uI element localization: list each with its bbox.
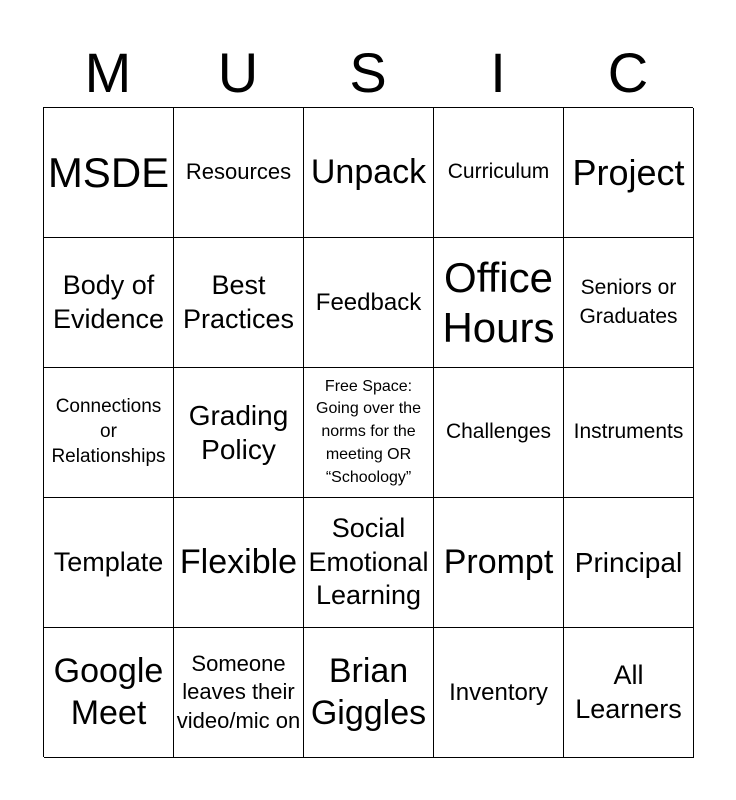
bingo-cell	[434, 368, 564, 498]
cell-text: Google Meet	[53, 652, 164, 732]
cell-text: Office Hours	[442, 253, 555, 351]
bingo-cell	[174, 628, 304, 758]
header-letter-i: I	[490, 41, 506, 104]
cell-text: Seniors or Graduates	[579, 276, 678, 328]
bingo-board	[43, 107, 693, 757]
bingo-cell	[434, 108, 564, 238]
cell-text: MSDE	[47, 148, 170, 196]
cell-text: Someone leaves their video/mic on	[176, 651, 301, 733]
bingo-cell	[174, 238, 304, 368]
cell-text: Challenges	[445, 420, 552, 444]
free-space-text: Free Space: Going over the norms for the meeting OR “Schoology”	[316, 377, 421, 486]
cell-text: All Learners	[575, 659, 682, 724]
cell-text: Feedback	[315, 288, 422, 316]
bingo-cell	[564, 108, 694, 238]
header-letter-s: S	[349, 41, 387, 104]
bingo-cell	[44, 238, 174, 368]
bingo-cell	[174, 498, 304, 628]
bingo-cell	[44, 628, 174, 758]
bingo-cell	[304, 628, 434, 758]
cell-text: Template	[53, 546, 164, 577]
bingo-cell	[434, 238, 564, 368]
bingo-cell	[44, 368, 174, 498]
bingo-cell	[564, 368, 694, 498]
bingo-cell	[434, 498, 564, 628]
header-letter-c: C	[607, 41, 649, 104]
header-letter-m: M	[84, 41, 132, 104]
free-space-cell	[304, 368, 434, 498]
cell-text: Body of Evidence	[52, 269, 165, 334]
cell-text: Prompt	[443, 542, 554, 581]
cell-text: Instruments	[573, 420, 684, 444]
bingo-cell	[434, 628, 564, 758]
bingo-cell	[564, 498, 694, 628]
bingo-cell	[44, 108, 174, 238]
cell-text: Social Emotional Learning	[308, 512, 429, 611]
bingo-cell	[564, 628, 694, 758]
header-letter-u: U	[217, 41, 259, 104]
cell-text: Best Practices	[182, 269, 295, 334]
cell-text: Project	[572, 151, 685, 193]
cell-text: Flexible	[179, 542, 298, 581]
cell-text: Grading Policy	[188, 399, 289, 465]
cell-text: Connections or Relationships	[51, 396, 166, 467]
bingo-cell	[304, 108, 434, 238]
bingo-cell	[564, 238, 694, 368]
bingo-cell	[304, 238, 434, 368]
bingo-header	[43, 40, 693, 106]
cell-text: Curriculum	[447, 160, 550, 184]
cell-text: Inventory	[449, 678, 548, 706]
bingo-cell	[174, 368, 304, 498]
cell-text: Unpack	[310, 152, 427, 191]
cell-text: Principal	[574, 546, 683, 578]
cell-text: Resources	[185, 159, 292, 185]
bingo-cell	[304, 498, 434, 628]
bingo-cell	[174, 108, 304, 238]
bingo-cell	[44, 498, 174, 628]
cell-text: Brian Giggles	[310, 652, 427, 732]
